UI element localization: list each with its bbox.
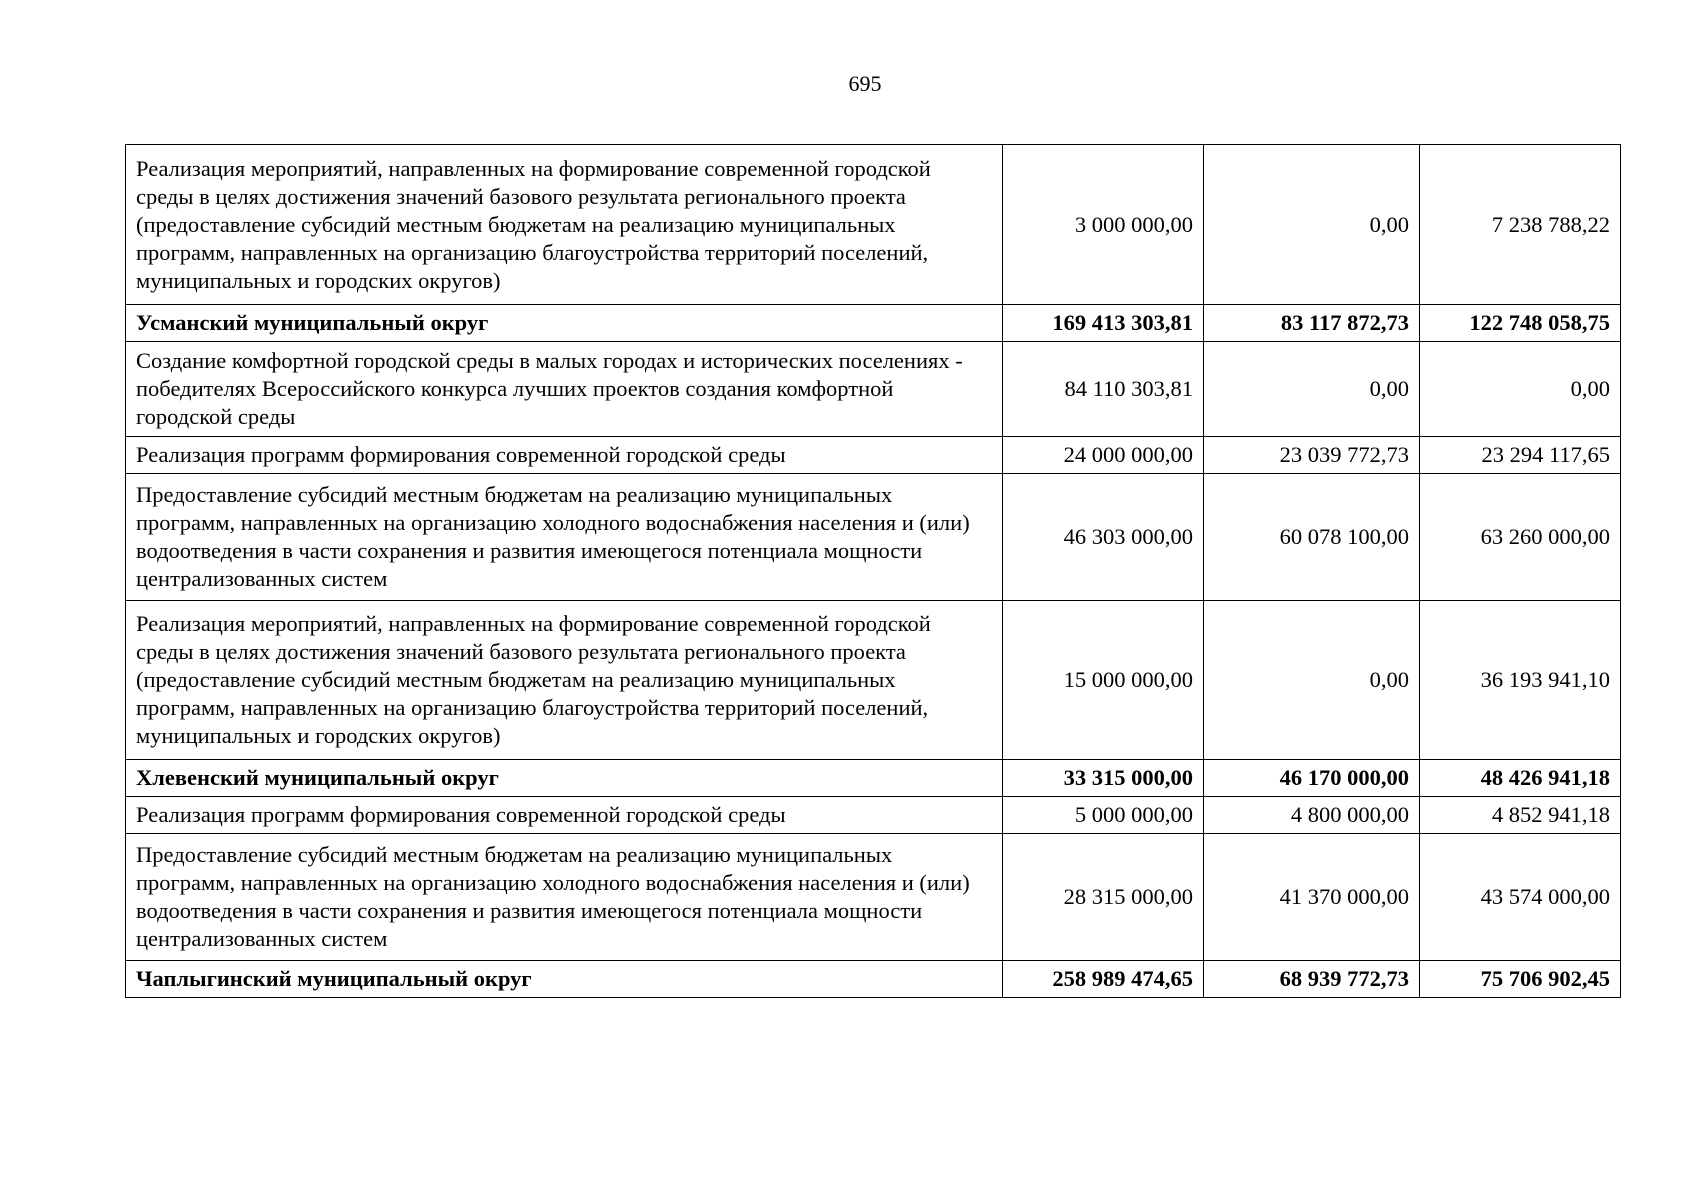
row-value-1: 15 000 000,00 [1003, 601, 1204, 760]
district-total-row [126, 305, 1621, 342]
row-value-1: 28 315 000,00 [1003, 834, 1204, 961]
table-row [126, 342, 1621, 437]
row-value-2: 68 939 772,73 [1204, 961, 1420, 998]
row-description: Реализация мероприятий, направленных на формирование современной городской среды в целях достижения значений базового результата регионального проекта (предоставление субсидий местным бюджетам на реализацию муниципальных программ, направленных на организацию благоустройства территорий поселений, муниципальных и городских округов) [126, 601, 1003, 760]
table-row [126, 437, 1621, 474]
row-value-2: 0,00 [1204, 342, 1420, 437]
table-row [126, 601, 1621, 760]
row-description: Создание комфортной городской среды в малых городах и исторических поселениях - победителях Всероссийского конкурса лучших проектов создания комфортной городской среды [126, 342, 1003, 437]
row-value-3: 75 706 902,45 [1420, 961, 1621, 998]
district-total-row [126, 760, 1621, 797]
row-value-2: 23 039 772,73 [1204, 437, 1420, 474]
page-number: 695 [848, 71, 882, 96]
row-value-3: 0,00 [1420, 342, 1621, 437]
table-row [126, 834, 1621, 961]
row-value-3: 36 193 941,10 [1420, 601, 1621, 760]
row-description: Предоставление субсидий местным бюджетам на реализацию муниципальных программ, направленных на организацию холодного водоснабжения населения и (или) водоотведения в части сохранения и развития имеющегося потенциала мощности централизованных систем [126, 834, 1003, 961]
row-description: Реализация мероприятий, направленных на формирование современной городской среды в целях достижения значений базового результата регионального проекта (предоставление субсидий местным бюджетам на реализацию муниципальных программ, направленных на организацию благоустройства территорий поселений, муниципальных и городских округов) [126, 145, 1003, 305]
row-value-1: 258 989 474,65 [1003, 961, 1204, 998]
row-value-2: 41 370 000,00 [1204, 834, 1420, 961]
table-row [126, 797, 1621, 834]
row-description: Реализация программ формирования современной городской среды [126, 437, 1003, 474]
row-value-2: 4 800 000,00 [1204, 797, 1420, 834]
row-value-3: 122 748 058,75 [1420, 305, 1621, 342]
row-value-3: 23 294 117,65 [1420, 437, 1621, 474]
row-value-2: 0,00 [1204, 145, 1420, 305]
row-value-3: 63 260 000,00 [1420, 474, 1621, 601]
row-description: Предоставление субсидий местным бюджетам на реализацию муниципальных программ, направленных на организацию холодного водоснабжения населения и (или) водоотведения в части сохранения и развития имеющегося потенциала мощности централизованных систем [126, 474, 1003, 601]
row-value-2: 46 170 000,00 [1204, 760, 1420, 797]
district-name: Чаплыгинский муниципальный округ [126, 961, 1003, 998]
row-value-3: 4 852 941,18 [1420, 797, 1621, 834]
row-value-1: 3 000 000,00 [1003, 145, 1204, 305]
row-value-2: 83 117 872,73 [1204, 305, 1420, 342]
row-value-3: 7 238 788,22 [1420, 145, 1621, 305]
table-row [126, 145, 1621, 305]
row-value-1: 84 110 303,81 [1003, 342, 1204, 437]
row-value-3: 43 574 000,00 [1420, 834, 1621, 961]
row-value-1: 169 413 303,81 [1003, 305, 1204, 342]
row-value-2: 0,00 [1204, 601, 1420, 760]
row-value-1: 46 303 000,00 [1003, 474, 1204, 601]
row-description: Реализация программ формирования современной городской среды [126, 797, 1003, 834]
row-value-2: 60 078 100,00 [1204, 474, 1420, 601]
row-value-3: 48 426 941,18 [1420, 760, 1621, 797]
district-name: Усманский муниципальный округ [126, 305, 1003, 342]
district-total-row [126, 961, 1621, 998]
table-row [126, 474, 1621, 601]
row-value-1: 33 315 000,00 [1003, 760, 1204, 797]
row-value-1: 24 000 000,00 [1003, 437, 1204, 474]
district-name: Хлевенский муниципальный округ [126, 760, 1003, 797]
budget-table [125, 144, 1621, 998]
row-value-1: 5 000 000,00 [1003, 797, 1204, 834]
